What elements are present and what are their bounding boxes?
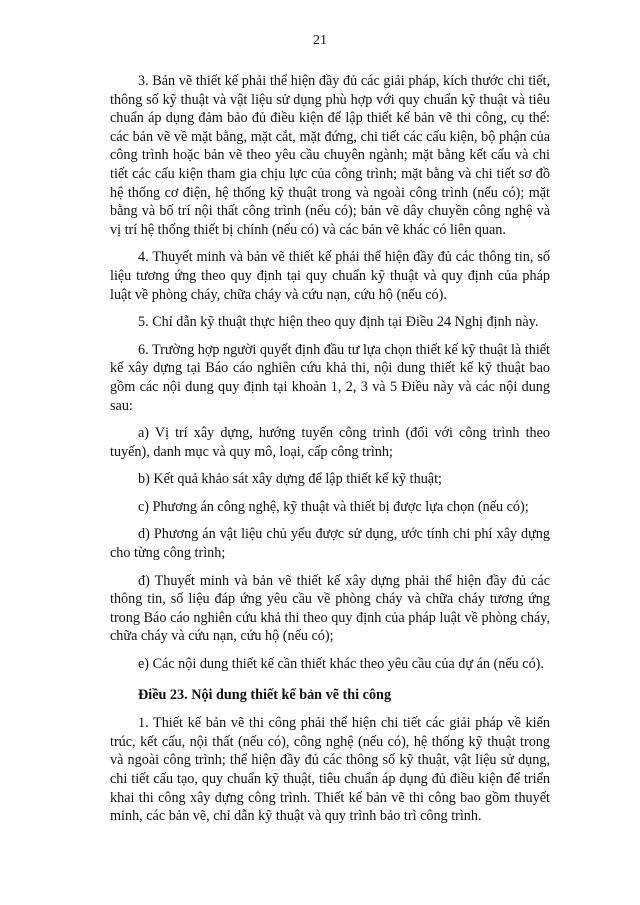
paragraph-clause-4: 4. Thuyết minh và bản vẽ thiết kế phải thể hiện đầy đủ các thông tin, số liệu tương ứng theo quy định tại quy chuẩn kỹ thuật và quy định của pháp luật về phòng cháy, chữa cháy và cứu nạn, cứu hộ (nếu có). bbox=[110, 249, 550, 303]
document-body bbox=[110, 72, 550, 835]
page-number: 21 bbox=[313, 33, 327, 48]
paragraph-point-e: e) Các nội dung thiết kế cần thiết khác theo yêu cầu của dự án (nếu có). bbox=[138, 656, 544, 673]
paragraph-article-23-clause-1: 1. Thiết kế bản vẽ thi công phải thể hiện chi tiết các giải pháp về kiến trúc, kết cấu, nội thất (nếu có), công nghệ (nếu có), hệ thống kỹ thuật trong và ngoài công trình; thể hiện đầy đủ các thông số kỹ thuật, vật liệu sử dụng, chi tiết cấu tạo, quy chuẩn kỹ thuật, tiêu chuẩn áp dụng đủ điều kiện để triển khai thi công xây dựng công trình. Thiết kế bản vẽ thi công bao gồm thuyết minh, các bản vẽ, chỉ dẫn kỹ thuật và quy trình bảo trì công trình. bbox=[110, 715, 550, 825]
paragraph-point-b: b) Kết quả khảo sát xây dựng để lập thiết kế kỹ thuật; bbox=[138, 471, 442, 488]
paragraph-clause-6: 6. Trường hợp người quyết định đầu tư lựa chọn thiết kế kỹ thuật là thiết kế xây dựng tại Báo cáo nghiên cứu khả thi, nội dung thiết kế kỹ thuật bao gồm các nội dung quy định tại khoản 1, 2, 3 và 5 Điều này và các nội dung sau: bbox=[110, 341, 550, 414]
paragraph-point-dd: đ) Thuyết minh và bản vẽ thiết kế xây dựng phải thể hiện đầy đủ các thông tin, số liệu đáp ứng yêu cầu về phòng cháy và chữa cháy tương ứng trong Báo cáo nghiên cứu khả thi theo quy định của pháp luật về phòng cháy, chữa cháy và cứu nạn, cứu hộ (nếu có); bbox=[110, 572, 550, 645]
paragraph-point-d: d) Phương án vật liệu chủ yếu được sử dụng, ước tính chi phí xây dựng cho từng công trình; bbox=[110, 526, 550, 562]
article-heading: Điều 23. Nội dung thiết kế bản vẽ thi công bbox=[138, 686, 392, 703]
paragraph-clause-5: 5. Chỉ dẫn kỹ thuật thực hiện theo quy định tại Điều 24 Nghị định này. bbox=[138, 314, 539, 331]
paragraph-clause-3: 3. Bản vẽ thiết kế phải thể hiện đầy đủ các giải pháp, kích thước chi tiết, thông số kỹ thuật và vật liệu sử dụng phù hợp với quy chuẩn kỹ thuật và tiêu chuẩn áp dụng đảm bảo đủ điều kiện để lập thiết kế bản vẽ thi công, cụ thể: các bản vẽ về mặt bằng, mặt cắt, mặt đứng, chi tiết các cấu kiện, bộ phận của công trình hoặc bản vẽ theo yêu cầu chuyên ngành; mặt bằng kết cấu và chi tiết các cấu kiện tham gia chịu lực của công trình; mặt bằng và chi tiết sơ đồ hệ thống cơ điện, hệ thống kỹ thuật trong và ngoài công trình (nếu có); mặt bằng và bố trí nội thất công trình (nếu có); bản vẽ dây chuyền công nghệ và vị trí hệ thống thiết bị chính (nếu có) và các bản vẽ khác có liên quan. bbox=[110, 73, 550, 238]
paragraph-point-a: a) Vị trí xây dựng, hướng tuyến công trình (đối với công trình theo tuyến), danh mục và quy mô, loại, cấp công trình; bbox=[110, 425, 550, 460]
paragraph-point-c: c) Phương án công nghệ, kỹ thuật và thiết bị được lựa chọn (nếu có); bbox=[138, 498, 529, 515]
